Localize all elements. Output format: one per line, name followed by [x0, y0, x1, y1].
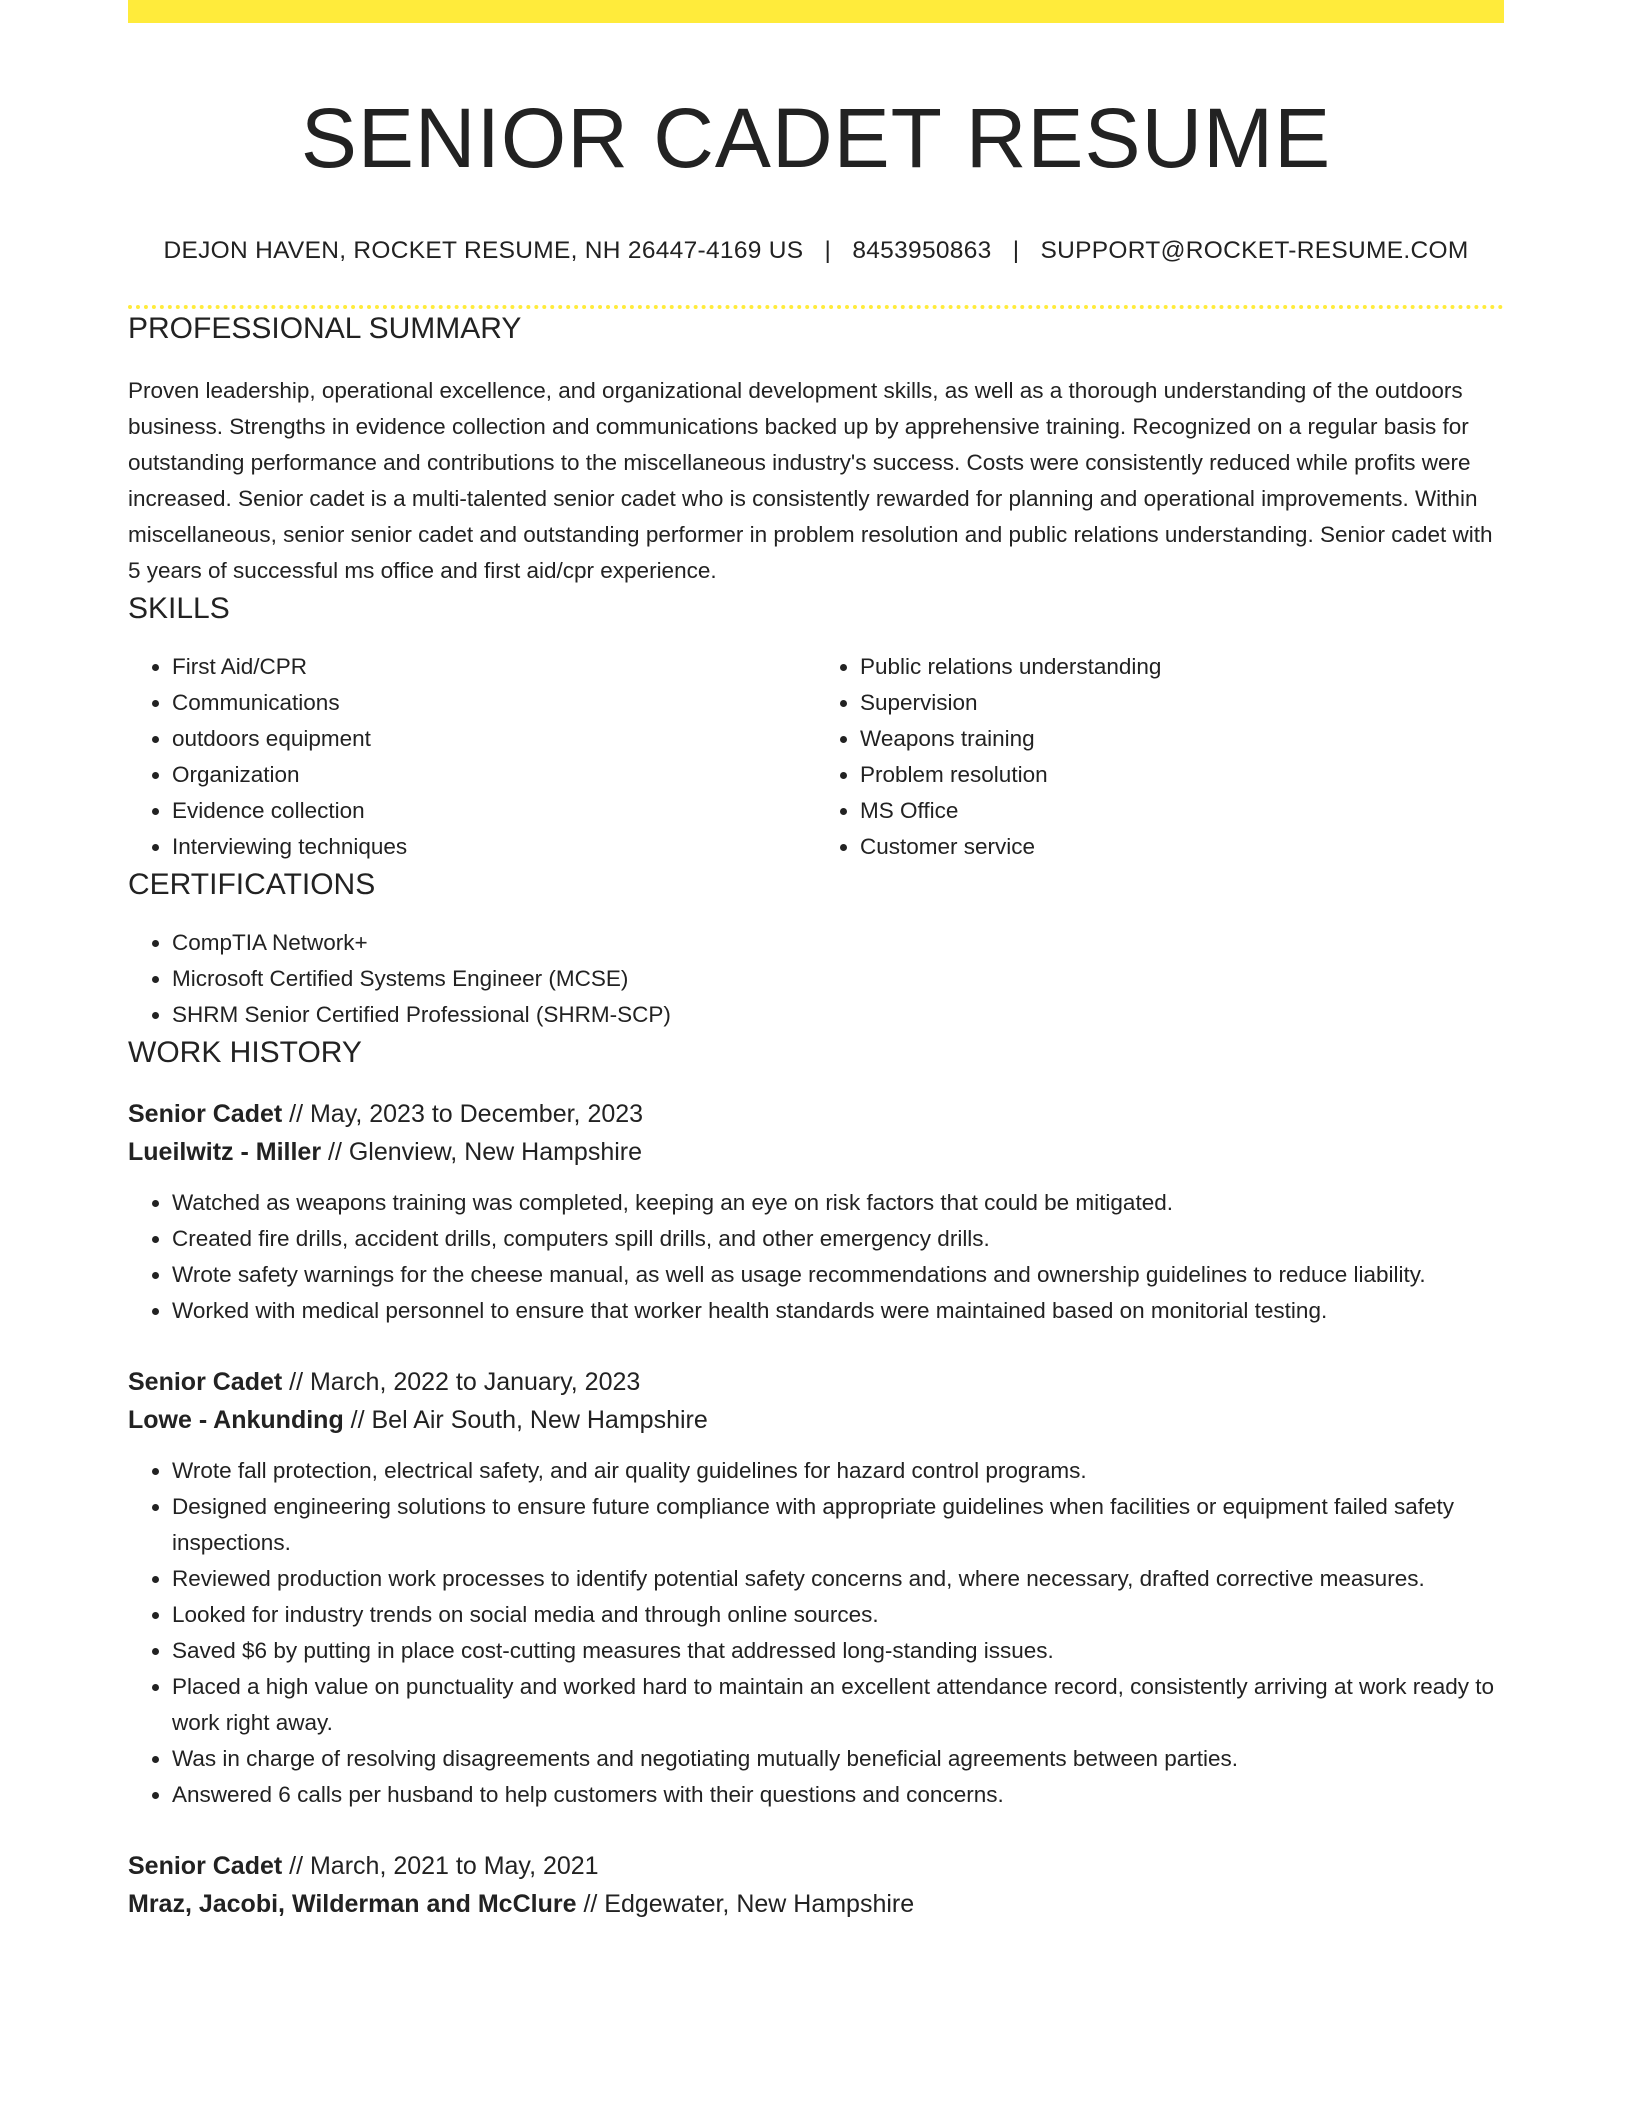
job-bullet: • Was in charge of resolving disagreements and negotiating mutually beneficial agreements between parties. — [172, 1741, 1504, 1777]
certification-item: • CompTIA Network+ — [172, 925, 1504, 961]
job-title: Senior Cadet — [128, 1368, 283, 1396]
job-dates: // March, 2021 to May, 2021 — [282, 1852, 599, 1880]
job-company-line — [128, 1401, 1504, 1439]
job-bullet: • Answered 6 calls per husband to help customers with their questions and concerns. — [172, 1777, 1504, 1813]
section-heading-work-history: WORK HISTORY — [128, 1036, 362, 1069]
section-heading-skills: SKILLS — [128, 592, 230, 625]
job-bullet: • Wrote fall protection, electrical safety, and air quality guidelines for hazard control programs. — [172, 1453, 1504, 1489]
section-heading-summary: PROFESSIONAL SUMMARY — [128, 312, 522, 345]
contact-separator: | — [1012, 237, 1020, 264]
skill-item: • Problem resolution — [860, 757, 1504, 793]
job-entry — [128, 1095, 1504, 1329]
skill-item: • Organization — [172, 757, 816, 793]
certification-item: • Microsoft Certified Systems Engineer (MCSE) — [172, 961, 1504, 997]
job-company: Lowe - Ankunding — [128, 1406, 344, 1434]
job-company-line — [128, 1133, 1504, 1171]
job-title-line — [128, 1363, 1504, 1401]
job-title-line — [128, 1847, 1504, 1885]
job-bullet: • Looked for industry trends on social media and through online sources. — [172, 1597, 1504, 1633]
job-entry — [128, 1847, 1504, 1923]
job-bullet: • Designed engineering solutions to ensure future compliance with appropriate guidelines when facilities or equipment failed safety inspections. — [172, 1489, 1504, 1561]
job-company: Mraz, Jacobi, Wilderman and McClure — [128, 1890, 577, 1918]
summary-paragraph: Proven leadership, operational excellence, and organizational development skills, as well as a thorough understanding of the outdoors business. Strengths in evidence collection and communications backed up by apprehensive training. Recognized on a regular basis for outstanding performance and contributions to the miscellaneous industry's success. Costs were consistently reduced while profits were increased. Senior cadet is a multi-talented senior cadet who is consistently rewarded for planning and operational improvements. Within miscellaneous, senior senior cadet and outstanding performer in problem resolution and public relations understanding. Senior cadet with 5 years of successful ms office and first aid/cpr experience. — [128, 378, 1493, 583]
job-location: // Bel Air South, New Hampshire — [343, 1406, 708, 1434]
resume-title: SENIOR CADET RESUME — [300, 91, 1332, 185]
skill-item: • Supervision — [860, 685, 1504, 721]
job-bullet: • Created fire drills, accident drills, computers spill drills, and other emergency drills. — [172, 1221, 1504, 1257]
skill-item: • Weapons training — [860, 721, 1504, 757]
job-bullet: • Saved $6 by putting in place cost-cutting measures that addressed long-standing issues. — [172, 1633, 1504, 1669]
certifications-list — [128, 925, 1504, 1033]
job-bullet: • Reviewed production work processes to identify potential safety concerns and, where necessary, drafted corrective measures. — [172, 1561, 1504, 1597]
job-company: Lueilwitz - Miller — [128, 1138, 322, 1166]
resume-page — [128, 0, 1504, 1923]
job-dates: // March, 2022 to January, 2023 — [282, 1368, 641, 1396]
job-company-line — [128, 1885, 1504, 1923]
job-location: // Edgewater, New Hampshire — [576, 1890, 915, 1918]
job-bullet: • Placed a high value on punctuality and worked hard to maintain an excellent attendance record, consistently arriving at work ready to work right away. — [172, 1669, 1504, 1741]
skill-item: • Communications — [172, 685, 816, 721]
contact-phone: 8453950863 — [852, 237, 992, 264]
job-bullets — [128, 1453, 1504, 1813]
contact-address: DEJON HAVEN, ROCKET RESUME, NH 26447-4169 US — [163, 237, 804, 264]
skill-item: • Interviewing techniques — [172, 829, 816, 865]
contact-line — [128, 235, 1504, 267]
skill-item: • Evidence collection — [172, 793, 816, 829]
skill-item: • First Aid/CPR — [172, 649, 816, 685]
skill-item: • Public relations understanding — [860, 649, 1504, 685]
job-bullet: • Watched as weapons training was completed, keeping an eye on risk factors that could be mitigated. — [172, 1185, 1504, 1221]
skill-item: • Customer service — [860, 829, 1504, 865]
contact-separator: | — [824, 237, 832, 264]
contact-email[interactable]: SUPPORT@ROCKET-RESUME.COM — [1040, 237, 1469, 264]
skills-grid — [128, 649, 1504, 865]
skill-item: • outdoors equipment — [172, 721, 816, 757]
job-title-line — [128, 1095, 1504, 1133]
section-heading-certifications: CERTIFICATIONS — [128, 868, 376, 901]
job-bullet: • Wrote safety warnings for the cheese manual, as well as usage recommendations and ownership guidelines to reduce liability. — [172, 1257, 1504, 1293]
skills-column-left — [128, 649, 816, 865]
certification-item: • SHRM Senior Certified Professional (SHRM-SCP) — [172, 997, 1504, 1033]
skill-item: • MS Office — [860, 793, 1504, 829]
job-location: // Glenview, New Hampshire — [321, 1138, 643, 1166]
job-title: Senior Cadet — [128, 1852, 283, 1880]
job-dates: // May, 2023 to December, 2023 — [282, 1100, 644, 1128]
job-title: Senior Cadet — [128, 1100, 283, 1128]
job-bullets — [128, 1185, 1504, 1329]
job-bullet: • Worked with medical personnel to ensure that worker health standards were maintained based on monitorial testing. — [172, 1293, 1504, 1329]
skills-column-right — [816, 649, 1504, 865]
job-entry — [128, 1363, 1504, 1813]
top-accent-bar — [128, 0, 1504, 23]
